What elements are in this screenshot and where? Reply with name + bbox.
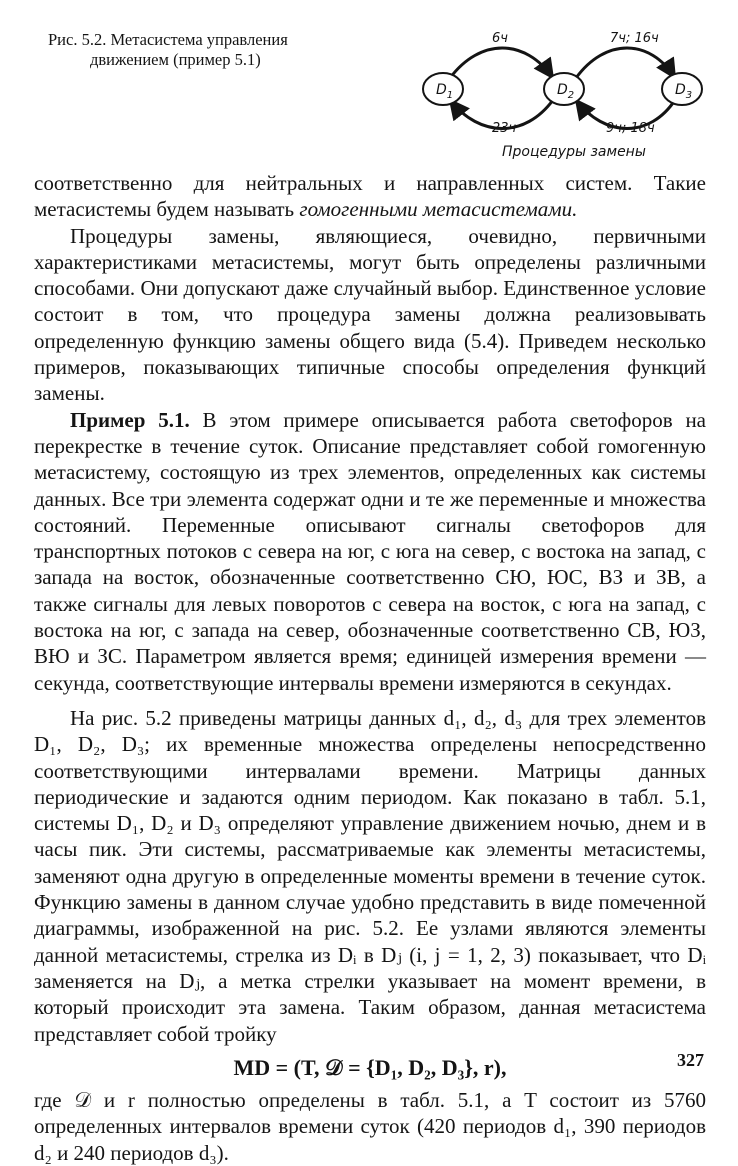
paragraph-5: где 𝒟 и r полностью определены в табл. 5.1, а T состоит из 5760 определенных интервалов времени суток (420 периодов d₁, 390 периодов d₂ и 240 периодов d₃). — [34, 1088, 706, 1165]
replacement-diagram — [410, 26, 715, 166]
edge-d2-d3 — [576, 48, 675, 78]
caption-line2: движением (пример 5.1) — [90, 50, 261, 69]
edge-label-d3-d2: 9ч; 18ч — [606, 121, 655, 136]
node-d2-label: $D_2$ — [557, 82, 575, 101]
paragraph-2: Процедуры замены, являющиеся, очевидно, первичными характеристиками метасистемы, могут быть определены различными способами. Они допускают даже случайный выбор. Единственное условие состоит в том, что процедура замены должна реализовывать определенную функцию замены общего вида (5.4). Приведем несколько примеров, показывающих типичные способы определения функций замены. — [34, 223, 706, 406]
edge-label-d1-d2: 6ч — [492, 31, 508, 46]
formula-md: MD = (T, 𝒟 = {D₁, D₂, D₃}, r), — [233, 1054, 507, 1080]
caption-label: Рис. 5.2. — [48, 30, 107, 49]
node-d3-label: $D_3$ — [675, 82, 693, 101]
page-number: 327 — [677, 1050, 704, 1070]
diagram-subtitle: Процедуры замены — [502, 144, 646, 160]
figure-caption — [48, 30, 378, 70]
paragraph-example: Пример 5.1. В этом примере описывается работа светофоров на перекрестке в течение суток. Описание представляет собой гомогенную метасистему, состоящую из трех элементов, определенных как системы данных. Все три элемента содержат одни и те же переменные и множества состояний. Переменные описывают сигналы светофоров для транспортных потоков с севера на юг, с юга на север, с востока на запад, с запада на восток, обозначенные соответственно СЮ, ЮС, ВЗ и ЗВ, а также сигналы для левых поворотов с севера на восток, с юга на запад, с востока на юг, с запада на север, обозначенные соответственно СВ, ЮЗ, ВЮ и ЗС. Параметром является время; единицей измерения времени — секунда, соответствующие интервалы времени измеряются в секундах. — [34, 407, 706, 695]
edge-d1-d2 — [450, 48, 553, 78]
edge-label-d2-d3: 7ч; 16ч — [610, 31, 659, 46]
paragraph-4: На рис. 5.2 приведены матрицы данных d₁, d₂, d₃ для трех элементов D₁, D₂, D₃; их временные множества определены непосредственно соответствующими интервалами времени. Матрицы данных периодические и задаются одним периодом. Как показано в табл. 5.1, системы D₁, D₂ и D₃ определяют управление движением ночью, днем и в часы пик. Эти системы, рассматриваемые как элементы метасистемы, заменяют одна другую в определенные моменты времени в течение суток. Функцию замены в данном случае удобно представить в виде помеченной диаграммы, изображенной на рис. 5.2. Ее узлами являются элементы данной метасистемы, стрелка из Dᵢ в Dⱼ (i, j = 1, 2, 3) показывает, что Dᵢ заменяется на Dⱼ, а метка стрелки указывает на момент времени, в который происходит эта замена. Таким образом, данная метасистема представляет собой тройку — [34, 705, 706, 1046]
emphasis-term: гомогенными метасистемами. — [299, 197, 578, 222]
node-d1-label: $D_1$ — [436, 82, 454, 101]
example-heading: Пример 5.1. — [70, 407, 190, 432]
caption-line1: Метасистема управления — [110, 30, 288, 49]
edge-label-d2-d1: 23ч — [492, 121, 517, 136]
paragraph-1: соответственно для нейтральных и направленных систем. Такие метасистемы будем называть гомогенными метасистемами. — [34, 171, 706, 222]
body-text — [34, 170, 706, 1166]
